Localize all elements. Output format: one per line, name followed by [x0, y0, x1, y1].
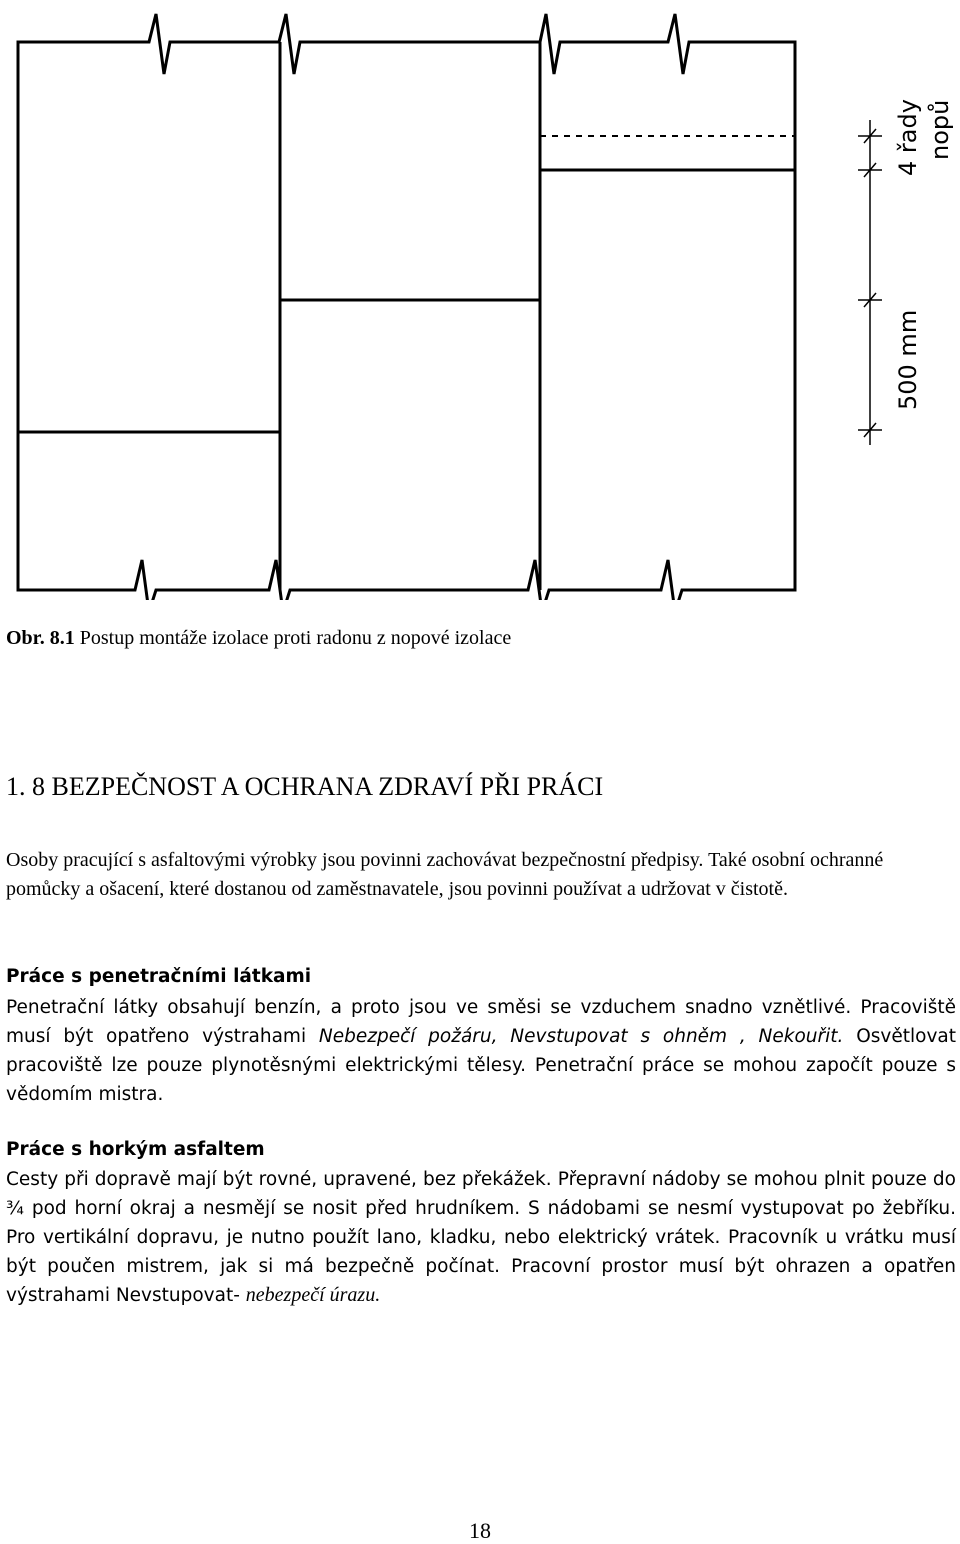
asphalt-title: Práce s horkým asfaltem: [6, 1139, 265, 1160]
figure-caption: [6, 627, 511, 650]
asphalt-text-a: Cesty při dopravě mají být rovné, upravené, bez překážek.: [6, 1169, 558, 1190]
caption-text: Postup montáže izolace proti radonu z nopové izolace: [79, 627, 512, 649]
membrane-layout-diagram: [0, 0, 960, 600]
page-number: 18: [469, 1518, 491, 1543]
dim-label-nops: nopů: [926, 99, 954, 160]
asphalt-paragraph: [6, 1165, 956, 1310]
asphalt-text-b: Přepravní nádoby se mohou plnit pouze do ¾ pod horní okraj a nesmějí se nosit před hrudníkem. S nádobami se nesmí vystupovat po žebříku. Pro vertikální dopravu, je nutno použít lano, kladku, nebo elektrický vrátek. Pracovník u vrátku musí být poučen mistrem, jak si má bezpečně počínat. Pracovní prostor musí být ohrazen a opatřen výstrahami Nevstupovat-: [6, 1169, 956, 1306]
penetration-text-b: Osvětlovat pracoviště lze pouze plynotěsnými elektrickými tělesy. Penetrační práce se mohou započít pouze s vědomím mistra.: [6, 1026, 956, 1105]
section-heading: 1. 8 BEZPEČNOST A OCHRANA ZDRAVÍ PŘI PRÁCI: [6, 772, 604, 801]
diagram-outline: [18, 14, 795, 600]
caption-label: Obr. 8.1: [6, 627, 75, 649]
dim-label-rows: 4 řady: [894, 99, 922, 176]
intro-paragraph: Osoby pracující s asfaltovými výrobky jsou povinni zachovávat bezpečnostní předpisy. Také osobní ochranné pomůcky a ošacení, které dostanou od zaměstnavatele, jsou povinni používat a udržovat v čistotě.: [6, 849, 884, 900]
dim-label-length: 500 mm: [894, 309, 922, 410]
penetration-title: Práce s penetračními látkami: [6, 966, 312, 987]
penetration-paragraph: [6, 993, 956, 1109]
penetration-warning-signs: Nebezpečí požáru, Nevstupovat s ohněm , Nekouřit.: [318, 1026, 844, 1047]
asphalt-warning-sign: nebezpečí úrazu.: [245, 1284, 381, 1306]
penetration-text-a: Penetrační látky obsahují benzín, a proto jsou ve směsi se vzduchem snadno vznětlivé. Pracoviště musí být opatřeno výstrahami: [6, 997, 956, 1047]
